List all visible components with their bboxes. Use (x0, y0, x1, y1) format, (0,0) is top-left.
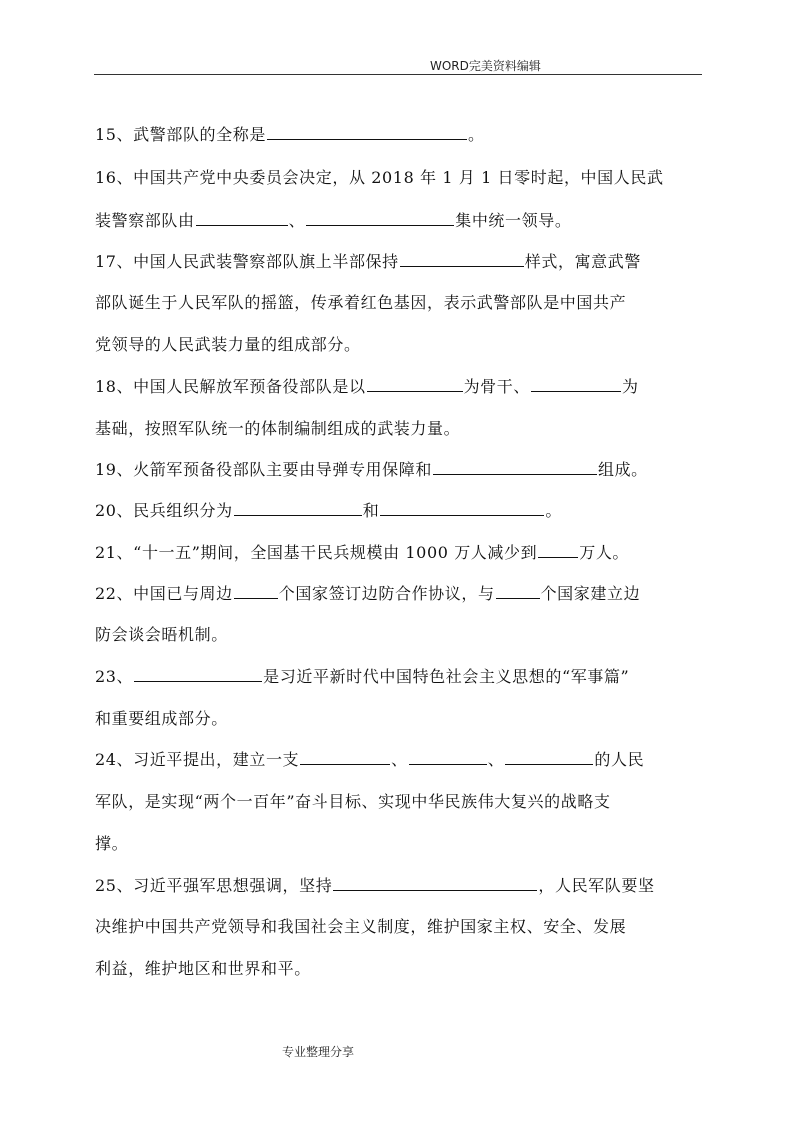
question-text: 利益，维护地区和世界和平。 (95, 959, 311, 978)
question-text: 和重要组成部分。 (95, 709, 228, 728)
question-18 (95, 377, 639, 397)
question-text: 组成。 (597, 460, 648, 479)
question-text: 、 (288, 211, 306, 230)
question-text: 17、中国人民武装警察部队旗上半部保持 (95, 252, 399, 271)
question-text: 为骨干、 (463, 377, 530, 396)
answer-blank (300, 750, 390, 765)
question-text: 的人民 (594, 750, 645, 769)
question-text: 军队，是实现“两个一百年”奋斗目标、实现中华民族伟大复兴的战略支 (95, 792, 611, 811)
question-23 (95, 667, 629, 687)
question-text: 为 (621, 377, 639, 396)
question-24 (95, 750, 644, 770)
answer-blank (531, 377, 621, 392)
question-text: 决维护中国共产党领导和我国社会主义制度，维护国家主权、安全、发展 (95, 917, 627, 936)
question-text: 万人。 (579, 543, 630, 562)
question-text: 18、中国人民解放军预备役部队是以 (95, 377, 366, 396)
question-text: 防会谈会晤机制。 (95, 625, 228, 644)
answer-blank (505, 750, 593, 765)
page-footer: 专业整理分享 (282, 1045, 355, 1059)
question-18-cont (95, 419, 460, 439)
question-text: 23、 (95, 667, 134, 686)
question-19 (95, 460, 648, 480)
answer-blank (433, 460, 597, 475)
question-text: 22、中国已与周边 (95, 584, 233, 603)
question-text: 和 (362, 501, 380, 520)
question-text: 24、习近平提出，建立一支 (95, 750, 300, 769)
question-15 (95, 125, 485, 145)
question-text: 基础，按照军队统一的体制编制组成的武装力量。 (95, 419, 461, 438)
question-25 (95, 876, 655, 896)
answer-blank (400, 252, 524, 267)
answer-blank (234, 501, 362, 516)
answer-blank (538, 543, 578, 558)
question-text: 、 (391, 750, 408, 769)
question-text: 样式，寓意武警 (524, 252, 641, 271)
question-text: 。 (467, 125, 485, 144)
question-24-cont (95, 792, 611, 812)
question-text: 19、火箭军预备役部队主要由导弹专用保障和 (95, 460, 432, 479)
question-text: 、 (487, 750, 505, 769)
question-22 (95, 584, 640, 604)
question-24-cont (95, 834, 128, 854)
question-22-cont (95, 625, 228, 645)
question-17 (95, 252, 641, 272)
question-23-cont (95, 709, 228, 729)
answer-blank (306, 211, 454, 226)
answer-blank (234, 584, 278, 599)
answer-blank (134, 667, 262, 682)
question-17-cont (95, 335, 361, 355)
question-17-cont (95, 293, 626, 313)
question-21 (95, 543, 629, 563)
question-16-cont (95, 211, 571, 231)
answer-blank (267, 125, 467, 140)
answer-blank (367, 377, 463, 392)
answer-blank (196, 211, 288, 226)
header-divider (94, 74, 702, 75)
question-text: 是习近平新时代中国特色社会主义思想的“军事篇” (263, 667, 630, 686)
question-20 (95, 501, 562, 521)
question-16 (95, 168, 664, 188)
page-header: WORD完美资料编辑 (430, 59, 541, 73)
answer-blank (496, 584, 540, 599)
question-text: 部队诞生于人民军队的摇篮，传承着红色基因，表示武警部队是中国共产 (95, 293, 627, 312)
question-text: 装警察部队由 (95, 211, 195, 230)
question-25-cont (95, 959, 311, 979)
question-text: 撑。 (95, 834, 129, 853)
question-text: 20、民兵组织分为 (95, 501, 233, 520)
answer-blank (380, 501, 544, 516)
question-text: 。 (545, 501, 562, 520)
question-text: 16、中国共产党中央委员会决定，从 2018 年 1 月 1 日零时起，中国人民武 (95, 168, 664, 187)
question-25-cont (95, 917, 626, 937)
question-text: 25、习近平强军思想强调，坚持 (95, 876, 333, 895)
question-text: ，人民军队要坚 (538, 876, 655, 895)
answer-blank (333, 876, 537, 891)
question-text: 15、武警部队的全称是 (95, 125, 266, 144)
question-text: 党领导的人民武装力量的组成部分。 (95, 335, 361, 354)
question-text: 个国家建立边 (540, 584, 641, 603)
question-text: 集中统一领导。 (455, 211, 572, 230)
question-text: 21、“十一五”期间，全国基干民兵规模由 1000 万人减少到 (95, 543, 538, 562)
answer-blank (409, 750, 487, 765)
question-text: 个国家签订边防合作协议，与 (278, 584, 495, 603)
